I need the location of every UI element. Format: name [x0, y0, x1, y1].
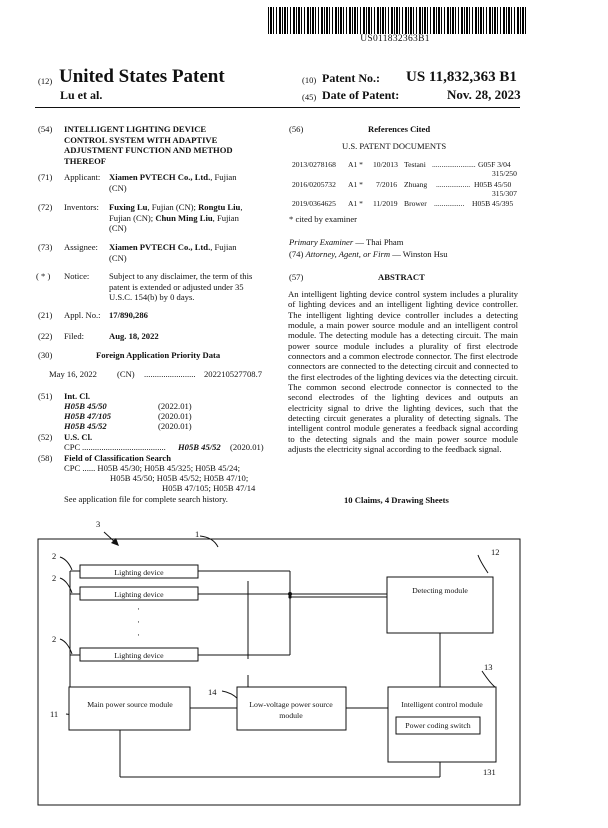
code-22: (22) [38, 331, 53, 341]
code-57: (57) [289, 272, 304, 282]
ref-class-3: H05B 45/395 [472, 199, 514, 208]
ref-date-2: 7/2016 [376, 180, 398, 189]
applicant-label: Applicant: [64, 172, 101, 182]
primary-examiner: Primary Examiner — Thai Pham [289, 237, 404, 247]
ref-class-1: G05F 3/04 [478, 160, 511, 169]
ref-num-2: 2016/0205732 [292, 180, 336, 189]
detecting-module-label: Detecting module [412, 586, 468, 595]
code-notice: ( * ) [36, 271, 51, 281]
ref-class2-1: 315/250 [492, 169, 517, 178]
us-cl-class: H05B 45/52 [178, 442, 221, 452]
low-voltage-label-2: module [279, 711, 303, 720]
date-label: Date of Patent: [322, 88, 400, 102]
ref-dots-1: ....................... [432, 160, 476, 169]
field-search-title: Field of Classification Search [64, 453, 172, 463]
us-cl-cpc: CPC [64, 442, 81, 452]
ref-name-3: Brower [404, 199, 427, 208]
ref-dots-3: ................ [434, 199, 465, 208]
cited-note: * cited by examiner [289, 214, 358, 224]
int-cl-year-2: (2020.01) [158, 411, 192, 421]
code-58: (58) [38, 453, 53, 463]
ref-num-3: 2019/0364625 [292, 199, 336, 208]
main-power-label: Main power source module [87, 700, 173, 709]
patent-date: Nov. 28, 2023 [447, 87, 521, 102]
notice-label: Notice: [64, 271, 90, 281]
notice-text: Subject to any disclaimer, the term of this patent is extended or adjusted under 35 U.S.C. 154(b) by 0 days. [109, 271, 253, 303]
code-21: (21) [38, 310, 53, 320]
inventors-label: Inventors: [64, 202, 99, 212]
publication-number: US011832363B1 [360, 34, 430, 44]
us-cl-title: U.S. Cl. [64, 432, 93, 442]
int-cl-class-1: H05B 45/50 [64, 401, 107, 411]
low-voltage-label-1: Low-voltage power source [249, 700, 333, 709]
label-10: (10) [302, 75, 317, 85]
field-search-line-3: H05B 47/105; H05B 47/14 [162, 483, 256, 493]
ref-kind-2: A1 * [348, 180, 363, 189]
assignee-label: Assignee: [64, 242, 98, 252]
barcode [268, 7, 526, 34]
code-72: (72) [38, 202, 53, 212]
ref-13: 13 [484, 662, 493, 672]
lighting-device-2-label: Lighting device [114, 590, 164, 599]
filed-label: Filed: [64, 331, 85, 341]
assignee: Xiamen PVTECH Co., Ltd., Fujian (CN) [109, 242, 237, 263]
code-73: (73) [38, 242, 53, 252]
lighting-device-3-label: Lighting device [114, 651, 164, 660]
power-coding-switch-label: Power coding switch [405, 721, 471, 730]
priority-title: Foreign Application Priority Data [96, 350, 221, 360]
intelligent-control-label: Intelligent control module [401, 700, 483, 709]
patent-number: US 11,832,363 B1 [406, 69, 517, 85]
priority-date: May 16, 2022 [49, 369, 97, 379]
int-cl-class-2: H05B 47/105 [64, 411, 112, 421]
ellipsis-dot-3: · [137, 630, 140, 640]
int-cl-class-3: H05B 45/52 [64, 421, 107, 431]
code-30: (30) [38, 350, 53, 360]
ref-3: 3 [96, 519, 101, 529]
appl-no: 17/890,286 [109, 310, 148, 320]
int-cl-year-3: (2020.01) [158, 421, 192, 431]
int-cl-year-1: (2022.01) [158, 401, 192, 411]
label-12: (12) [38, 76, 53, 86]
filed-date: Aug. 18, 2022 [109, 331, 159, 341]
ref-class2-2: 315/307 [492, 189, 517, 198]
field-search-line-2: H05B 45/50; H05B 45/52; H05B 47/10; [110, 473, 249, 483]
ellipsis-dot-1: · [137, 604, 140, 614]
abstract-text: An intelligent lighting device control system includes a plurality of lighting devices and an intelligent lighting device controller. The intelligent lighting device controller includes a detecting module, a main power source module and an intelligent control module. The detecting module has a detecting circuit. The main power source module includes a plurality of first electrode connectors and a common electrode connector. The first electrode connectors are connected to the detecting circuit and connected to the first electrodes of the lighting devices via the detecting circuit. The common second electrode connector is connected to the second electrodes of the lighting devices and outputs an electricity signal to drive the lighting devices, such that the detecting circuit generates a plurality of detecting signals. The intelligent control module generates a feedback signal according to the detecting signals and the main power source module adjusts the electricity signal according to the feedback signal. [288, 289, 518, 455]
abstract-title: ABSTRACT [378, 272, 425, 282]
document-type: United States Patent [59, 66, 225, 87]
ref-kind-3: A1 * [348, 199, 363, 208]
us-patent-docs-title: U.S. PATENT DOCUMENTS [342, 141, 447, 151]
ref-dots-2: .................. [436, 180, 471, 189]
field-search-line-1: CPC ...... H05B 45/30; H05B 45/325; H05B 45/24; [64, 463, 240, 473]
ref-131: 131 [483, 767, 496, 777]
header-rule [35, 107, 520, 108]
code-52: (52) [38, 432, 53, 442]
patent-no-label: Patent No.: [322, 71, 380, 85]
ref-kind-1: A1 * [348, 160, 363, 169]
ellipsis-dot-2: · [137, 617, 140, 627]
code-71: (71) [38, 172, 53, 182]
inventors: Fuxing Lu, Fujian (CN); Rongtu Liu, Fujian (CN); Chun Ming Liu, Fujian (CN) [109, 202, 243, 234]
applicant: Xiamen PVTECH Co., Ltd., Fujian (CN) [109, 172, 237, 193]
ref-11: 11 [50, 709, 59, 719]
claims-summary: 10 Claims, 4 Drawing Sheets [344, 495, 449, 505]
us-cl-year: (2020.01) [230, 442, 264, 452]
ref-12: 12 [491, 547, 500, 557]
ref-date-3: 11/2019 [373, 199, 398, 208]
int-cl-title: Int. Cl. [64, 391, 91, 401]
ref-14: 14 [208, 687, 217, 697]
ref-date-1: 10/2013 [373, 160, 398, 169]
authors: Lu et al. [60, 88, 103, 102]
priority-number: 202210527708.7 [204, 369, 263, 379]
us-cl-dots: ....................................... [82, 442, 166, 452]
ref-2c: 2 [52, 634, 57, 644]
code-54: (54) [38, 124, 53, 134]
priority-country: (CN) [117, 369, 135, 379]
invention-title: INTELLIGENT LIGHTING DEVICE CONTROL SYSTEM WITH ADAPTIVE ADJUSTMENT FUNCTION AND METHOD THEREOF [64, 124, 233, 166]
ref-2a: 2 [52, 551, 57, 561]
code-56: (56) [289, 124, 304, 134]
appl-no-label: Appl. No.: [64, 310, 101, 320]
attorney: (74) Attorney, Agent, or Firm — Winston Hsu [289, 249, 448, 259]
label-45: (45) [302, 92, 317, 102]
ref-class-2: H05B 45/50 [474, 180, 512, 189]
ref-name-2: Zhuang [404, 180, 428, 189]
references-title: References Cited [368, 124, 431, 134]
field-search-footer: See application file for complete search history. [64, 494, 228, 504]
code-51: (51) [38, 391, 53, 401]
ref-num-1: 2013/0278168 [292, 160, 336, 169]
block-diagram [0, 515, 608, 828]
ref-2b: 2 [52, 573, 57, 583]
ref-1: 1 [195, 529, 200, 539]
lighting-device-1-label: Lighting device [114, 568, 164, 577]
priority-dots: ........................ [144, 369, 196, 379]
ref-name-1: Testani [404, 160, 426, 169]
